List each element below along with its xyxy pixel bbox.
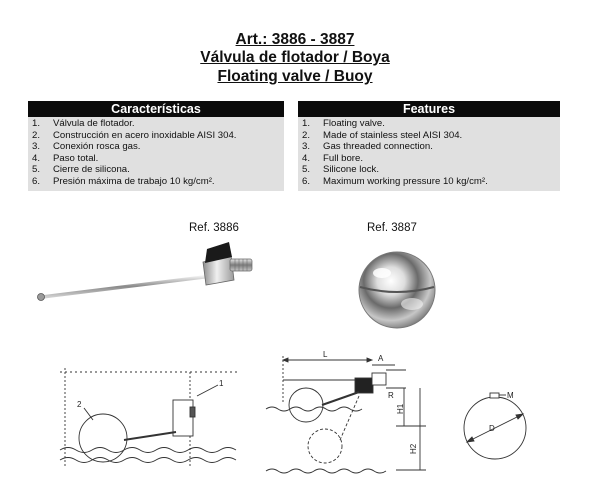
item-text: Made of stainless steel AISI 304. [323, 129, 463, 141]
item-number: 1. [302, 118, 311, 129]
item-number: 2. [302, 129, 311, 141]
item-text: Gas threaded connection. [323, 141, 433, 153]
item-number: 6. [32, 175, 41, 187]
item-number: 2. [32, 129, 41, 141]
item-number: 5. [32, 164, 41, 176]
buoy-photo [359, 252, 435, 328]
installation-drawing [60, 368, 240, 468]
callout-2: 2 [77, 400, 82, 409]
dim-label-L: L [323, 350, 328, 359]
item-number: 3. [302, 141, 311, 153]
article-number: Art.: 3886 - 3887 [235, 31, 355, 48]
title-spanish: Válvula de flotador / Boya [200, 49, 390, 66]
item-text: Maximum working pressure 10 kg/cm². [323, 175, 488, 187]
item-text: Presión máxima de trabajo 10 kg/cm². [53, 175, 215, 187]
ref-buoy-label: Ref. 3887 [367, 222, 417, 234]
dim-label-R: R [388, 391, 394, 400]
dim-label-H1: H1 [396, 403, 405, 414]
characteristics-heading: Características [28, 101, 284, 117]
item-text: Válvula de flotador. [53, 118, 135, 129]
item-text: Floating valve. [323, 118, 385, 129]
item-number: 6. [302, 175, 311, 187]
item-text: Conexión rosca gas. [53, 141, 141, 153]
item-text: Silicone lock. [323, 164, 379, 176]
floating-valve-photo [38, 242, 253, 301]
item-text: Cierre de silicona. [53, 164, 130, 176]
buoy-dimension-drawing [464, 393, 526, 459]
item-number: 4. [302, 152, 311, 164]
item-number: 4. [32, 152, 41, 164]
item-text: Paso total. [53, 152, 99, 164]
dim-label-H2: H2 [409, 443, 418, 454]
dim-label-D: D [489, 424, 495, 433]
item-number: 5. [302, 164, 311, 176]
dim-label-M: M [507, 391, 514, 400]
dim-label-A: A [378, 354, 384, 363]
item-text: Full bore. [323, 152, 363, 164]
title-english: Floating valve / Buoy [217, 68, 373, 85]
item-text: Construcción en acero inoxidable AISI 304. [53, 129, 237, 141]
item-number: 3. [32, 141, 41, 153]
item-number: 1. [32, 118, 41, 129]
callout-1: 1 [219, 379, 224, 388]
ref-valve-label: Ref. 3886 [189, 222, 239, 234]
features-heading: Features [298, 101, 560, 117]
